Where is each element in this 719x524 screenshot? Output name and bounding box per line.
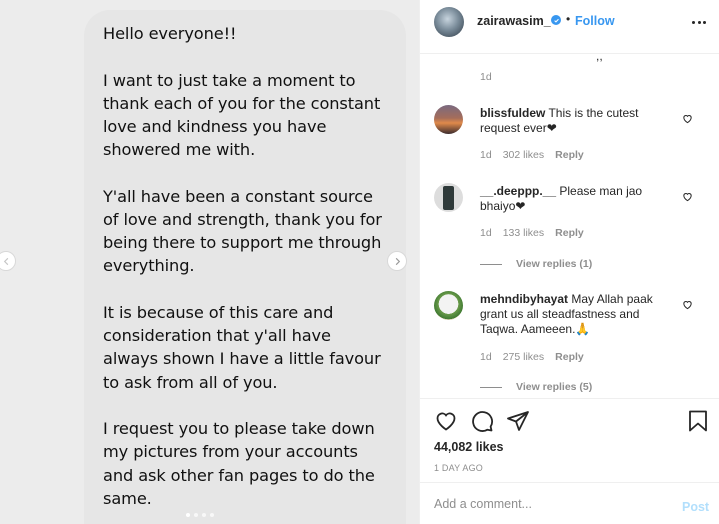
follow-button[interactable]: Follow <box>575 14 615 28</box>
reply-button[interactable]: Reply <box>555 149 584 161</box>
post-comment-button[interactable]: Post <box>682 500 710 514</box>
comment-likes[interactable]: 275 likes <box>502 351 545 363</box>
comment-meta <box>480 149 584 161</box>
divider-line <box>480 264 502 265</box>
post-paragraph: Y'all have been a constant source of love and strength, thank you for being there to support me through everything. <box>103 186 382 276</box>
view-replies-label: View replies (5) <box>516 381 593 393</box>
truncated-caption: ,, <box>596 55 603 63</box>
reply-button[interactable]: Reply <box>555 227 584 239</box>
likes-count[interactable]: 44,082 likes <box>434 440 504 454</box>
comment-icon[interactable] <box>470 409 494 433</box>
view-replies-button[interactable] <box>480 381 592 393</box>
avatar[interactable] <box>434 105 463 134</box>
post-actions <box>420 398 719 524</box>
view-replies-button[interactable] <box>480 258 592 270</box>
author-username[interactable]: zairawasim_ <box>477 14 551 28</box>
like-comment-heart-icon[interactable] <box>682 299 693 310</box>
add-comment-bar <box>420 482 719 524</box>
divider-line <box>480 387 502 388</box>
comment-time: 1d <box>480 351 492 363</box>
avatar[interactable] <box>434 183 463 212</box>
comments-list[interactable] <box>420 55 719 397</box>
comment-text <box>480 184 680 214</box>
comment-username[interactable]: __.deeppp.__ <box>480 184 557 198</box>
post-paragraph: I request you to please take down my pictures from your accounts and ask other fan pages to do the same. <box>103 419 375 508</box>
carousel-dot <box>210 513 214 517</box>
bookmark-icon[interactable] <box>686 409 710 433</box>
separator-dot: • <box>566 12 571 26</box>
chevron-left-icon <box>2 257 11 266</box>
post-side-panel <box>419 0 719 524</box>
like-comment-heart-icon[interactable] <box>682 113 693 124</box>
caption-time: 1d <box>480 71 492 83</box>
carousel-dot <box>202 513 206 517</box>
verified-badge-icon <box>551 15 561 25</box>
comment-body: This is the cutest request ever❤ <box>480 106 639 135</box>
comment-text <box>480 106 680 136</box>
comment-text <box>480 292 680 337</box>
chevron-right-icon <box>393 257 402 266</box>
carousel-dot <box>186 513 190 517</box>
carousel-dot <box>194 513 198 517</box>
comment-username[interactable]: mehndibyhayat <box>480 292 569 306</box>
more-options-icon[interactable] <box>692 21 706 24</box>
like-comment-heart-icon[interactable] <box>682 191 693 202</box>
message-bubble <box>84 10 406 524</box>
comment-time: 1d <box>480 227 492 239</box>
comment-likes[interactable]: 133 likes <box>502 227 545 239</box>
post-timestamp: 1 DAY AGO <box>434 463 483 473</box>
comment-username[interactable]: blissfuldew <box>480 106 546 120</box>
comment-body: Please man jao bhaiyo❤ <box>480 184 643 213</box>
avatar[interactable] <box>434 7 464 37</box>
share-icon[interactable] <box>506 409 530 433</box>
next-image-button[interactable] <box>387 251 407 271</box>
comment-meta <box>480 227 584 239</box>
post-header <box>420 0 719 54</box>
comment-likes[interactable]: 302 likes <box>502 149 545 161</box>
post-paragraph: Hello everyone!! <box>103 24 237 43</box>
reply-button[interactable]: Reply <box>555 351 584 363</box>
avatar[interactable] <box>434 291 463 320</box>
carousel-indicator <box>186 513 214 517</box>
post-paragraph: It is because of this care and consideration that y'all have always shown I have a little favour to ask from all of you. <box>103 303 381 392</box>
comment-meta <box>480 351 584 363</box>
comment-time: 1d <box>480 149 492 161</box>
view-replies-label: View replies (1) <box>516 258 593 270</box>
previous-image-button[interactable] <box>0 251 16 271</box>
comment-body: May Allah paak grant us all steadfastness and Taqwa. Aameeen.🙏 <box>480 292 653 336</box>
post-paragraph: I want to just take a moment to thank each of you for the constant love and kindness you have showered me with. <box>103 70 381 160</box>
heart-icon[interactable] <box>434 409 458 433</box>
add-comment-input[interactable] <box>434 497 654 511</box>
